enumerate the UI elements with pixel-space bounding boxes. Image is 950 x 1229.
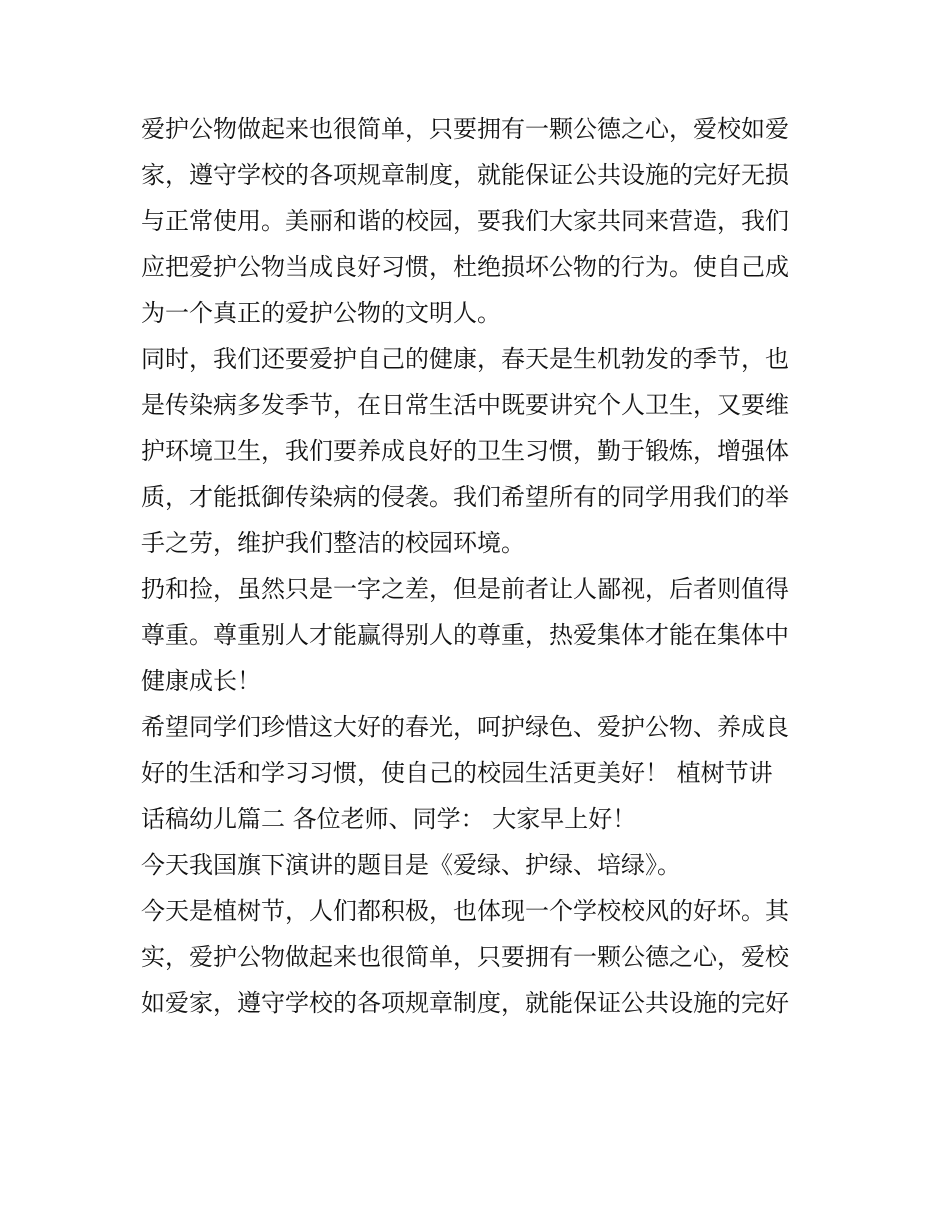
document-body bbox=[141, 106, 821, 1026]
text-line: 尊重。尊重别人才能赢得别人的尊重，热爱集体才能在集体中 bbox=[141, 621, 789, 649]
text-line: 爱护公物做起来也很简单，只要拥有一颗公德之心，爱校如爱 bbox=[141, 115, 789, 143]
text-line: 希望同学们珍惜这大好的春光，呵护绿色、爱护公物、养成良 bbox=[141, 713, 789, 741]
text-line: 今天我国旗下演讲的题目是《爱绿、护绿、培绿》。 bbox=[141, 851, 681, 879]
text-line: 为一个真正的爱护公物的文明人。 bbox=[141, 299, 501, 327]
text-line: 今天是植树节，人们都积极，也体现一个学校校风的好坏。其 bbox=[141, 897, 789, 925]
text-line: 健康成长！ bbox=[141, 667, 261, 695]
text-line: 应把爱护公物当成良好习惯，杜绝损坏公物的行为。使自己成 bbox=[141, 253, 789, 281]
text-line: 手之劳，维护我们整洁的校园环境。 bbox=[141, 529, 525, 557]
text-line: 同时，我们还要爱护自己的健康，春天是生机勃发的季节，也 bbox=[141, 345, 789, 373]
text-line: 好的生活和学习习惯，使自己的校园生活更美好！ 植树节讲 bbox=[141, 759, 773, 787]
text-line: 实，爱护公物做起来也很简单，只要拥有一颗公德之心，爱校 bbox=[141, 943, 789, 971]
text-line: 质，才能抵御传染病的侵袭。我们希望所有的同学用我们的举 bbox=[141, 483, 789, 511]
text-line: 扔和捡，虽然只是一字之差，但是前者让人鄙视，后者则值得 bbox=[141, 575, 789, 603]
text-line: 如爱家，遵守学校的各项规章制度，就能保证公共设施的完好 bbox=[141, 989, 789, 1017]
text-line: 是传染病多发季节，在日常生活中既要讲究个人卫生，又要维 bbox=[141, 391, 789, 419]
text-line: 与正常使用。美丽和谐的校园，要我们大家共同来营造，我们 bbox=[141, 207, 789, 235]
text-line: 话稿幼儿篇二 各位老师、同学： 大家早上好！ bbox=[141, 805, 637, 833]
text-line: 护环境卫生，我们要养成良好的卫生习惯，勤于锻炼，增强体 bbox=[141, 437, 789, 465]
text-line: 家，遵守学校的各项规章制度，就能保证公共设施的完好无损 bbox=[141, 161, 789, 189]
